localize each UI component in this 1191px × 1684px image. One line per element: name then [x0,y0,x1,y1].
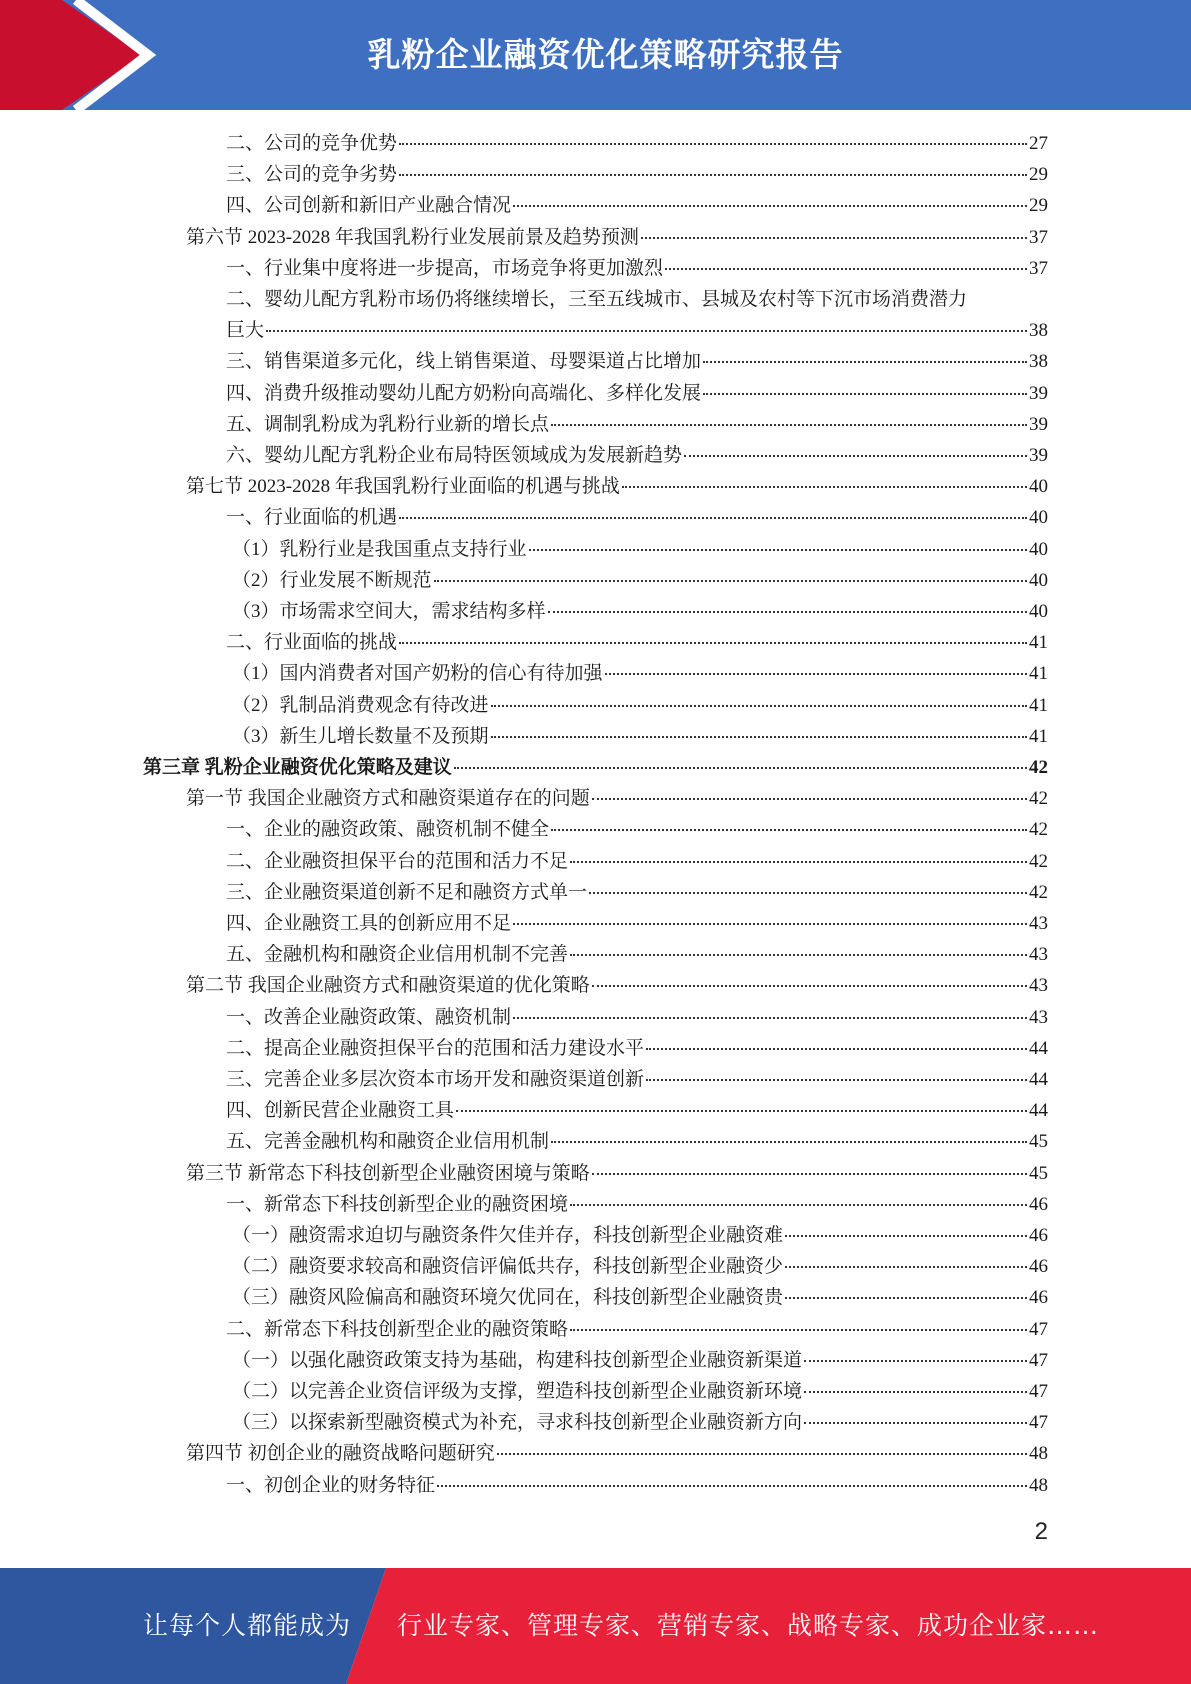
toc-entry[interactable] [226,939,1048,970]
toc-entry-page: 46 [1029,1287,1048,1309]
toc-dot-leader [703,361,1027,363]
toc-entry[interactable] [232,658,1048,689]
toc-entry-title: 二、新常态下科技创新型企业的融资策略 [226,1318,569,1340]
toc-entry-title: 五、调制乳粉成为乳粉行业新的增长点 [226,413,550,435]
toc-entry-title: 第三章 乳粉企业融资优化策略及建议 [143,757,452,778]
toc-entry-page: 48 [1029,1474,1048,1496]
toc-entry[interactable] [226,814,1048,845]
toc-entry-page: 44 [1029,1037,1048,1059]
toc-dot-leader [497,1453,1027,1455]
toc-entry[interactable] [226,502,1048,533]
toc-entry-page: 38 [1029,320,1048,342]
toc-dot-leader [592,798,1027,800]
toc-entry-page: 47 [1029,1381,1048,1402]
toc-entry-title: 一、初创企业的财务特征 [226,1474,436,1496]
toc-entry[interactable] [226,253,1048,284]
toc-entry-page: 39 [1029,445,1048,466]
toc-entry-page: 29 [1029,164,1048,186]
toc-entry[interactable] [226,190,1048,221]
toc-entry-page: 38 [1029,351,1048,373]
toc-entry-page: 40 [1029,569,1048,591]
toc-entry[interactable] [232,534,1048,565]
toc-dot-leader [646,1048,1027,1050]
toc-entry-title: 五、金融机构和融资企业信用机制不完善 [226,944,569,966]
toc-dot-leader [703,393,1027,395]
toc-entry-page: 37 [1029,226,1048,248]
toc-dot-leader [454,767,1027,769]
toc-entry-title: （1）国内消费者对国产奶粉的信心有待加强 [232,663,603,685]
toc-entry[interactable] [232,1220,1048,1251]
toc-entry-page: 44 [1029,1069,1048,1090]
toc-entry[interactable] [226,409,1048,440]
toc-entry[interactable] [186,1158,1048,1189]
toc-entry-page: 46 [1029,1256,1048,1278]
toc-entry-page: 43 [1029,944,1048,966]
toc-entry-title: 二、行业面临的挑战 [226,632,398,654]
toc-entry[interactable] [226,1064,1048,1095]
toc-entry-title: 一、行业面临的机遇 [226,507,398,529]
toc-entry[interactable] [232,565,1048,596]
toc-entry-page: 47 [1029,1412,1048,1434]
toc-entry-title[interactable]: 二、婴幼儿配方乳粉市场仍将继续增长，三至五线城市、县城及农村等下沉市场消费潜力 [226,289,968,310]
toc-dot-leader [399,143,1027,145]
toc-entry-page: 41 [1029,725,1048,747]
toc-dot-leader [570,1329,1027,1331]
report-title: 乳粉企业融资优化策略研究报告 [367,35,844,74]
toc-entry-title: 四、公司创新和新旧产业融合情况 [226,195,512,217]
toc-entry-title: 第六节 2023-2028 年我国乳粉行业发展前景及趋势预测 [186,226,639,248]
toc-entry-page: 40 [1029,476,1048,498]
footer-slogan-left: 让每个人都能成为 [143,1611,352,1640]
toc-entry-page: 42 [1029,881,1048,903]
toc-dot-leader [491,705,1027,707]
toc-dot-leader [622,486,1027,488]
toc-entry[interactable] [226,627,1048,658]
toc-entry[interactable] [232,1251,1048,1282]
toc-dot-leader [551,829,1027,831]
toc-dot-leader [570,954,1027,956]
toc-entry[interactable] [226,846,1048,877]
toc-entry-title: 三、企业融资渠道创新不足和融资方式单一 [226,881,588,903]
toc-entry[interactable] [226,440,1048,471]
toc-entry-title: （2）行业发展不断规范 [232,569,432,591]
toc-entry-page: 42 [1029,757,1048,778]
toc-entry-title: 二、公司的竞争优势 [226,133,398,154]
toc-entry-title: （3）新生儿增长数量不及预期 [232,725,489,747]
toc-dot-leader [513,1017,1027,1019]
toc-entry-title: 三、公司的竞争劣势 [226,164,398,186]
toc-entry-page: 45 [1029,1162,1048,1184]
footer-slogan-right: 行业专家、管理专家、营销专家、战略专家、成功企业家…… [397,1611,1100,1640]
toc-dot-leader [513,205,1027,207]
toc-entry-page: 46 [1029,1193,1048,1215]
toc-dot-leader [456,1110,1027,1112]
toc-entry-page: 39 [1029,413,1048,435]
toc-entry[interactable] [226,159,1048,190]
toc-entry[interactable] [186,222,1048,253]
toc-dot-leader [684,455,1027,457]
toc-dot-leader [785,1266,1027,1268]
toc-entry-page: 41 [1029,663,1048,685]
toc-entry[interactable] [232,1407,1048,1438]
toc-entry[interactable] [226,1189,1048,1220]
toc-entry-page: 42 [1029,819,1048,841]
toc-entry-title: 一、企业的融资政策、融资机制不健全 [226,819,550,841]
toc-entry[interactable] [186,783,1048,814]
toc-entry-title: （二）融资要求较高和融资信评偏低共存，科技创新型企业融资少 [232,1256,784,1278]
toc-entry-page: 45 [1029,1131,1048,1153]
toc-entry-title: （二）以完善企业资信评级为支撑，塑造科技创新型企业融资新环境 [232,1381,803,1402]
toc-entry-title: 四、创新民营企业融资工具 [226,1100,455,1122]
toc-entry[interactable] [226,128,1048,159]
toc-dot-leader [570,861,1027,863]
toc-dot-leader [548,611,1027,613]
toc-entry-page: 40 [1029,538,1048,560]
toc-dot-leader [513,923,1027,925]
toc-entry-title: 四、企业融资工具的创新应用不足 [226,913,512,934]
toc-dot-leader [804,1360,1027,1362]
toc-entry[interactable] [226,1033,1048,1064]
toc-dot-leader [665,268,1027,270]
toc-entry-title: 第一节 我国企业融资方式和融资渠道存在的问题 [186,788,590,810]
page-header [0,0,1191,110]
toc-entry-page: 47 [1029,1318,1048,1340]
toc-dot-leader [551,1141,1027,1143]
toc-entry-title: 六、婴幼儿配方乳粉企业布局特医领域成为发展新趋势 [226,445,683,466]
toc-dot-leader [570,1204,1027,1206]
toc-entry-title: 二、企业融资担保平台的范围和活力不足 [226,850,569,872]
page-number: 2 [1034,1518,1048,1545]
toc-entry[interactable] [232,721,1048,752]
toc-entry-title: 一、改善企业融资政策、融资机制 [226,1006,512,1028]
toc-dot-leader [804,1391,1027,1393]
toc-entry[interactable] [226,908,1048,939]
toc-entry[interactable] [226,1095,1048,1126]
page-footer [0,1568,1191,1684]
toc-dot-leader [529,549,1027,551]
toc-entry[interactable] [226,1470,1048,1501]
toc-entry[interactable] [226,1314,1048,1345]
toc-entry-page: 42 [1029,788,1048,810]
toc-dot-leader [491,736,1027,738]
toc-entry-title: 第三节 新常态下科技创新型企业融资困境与策略 [186,1162,590,1184]
toc-dot-leader [641,237,1027,239]
toc-entry-page: 40 [1029,601,1048,622]
toc-dot-leader [785,1297,1027,1299]
toc-dot-leader [785,1235,1027,1237]
toc-entry[interactable] [186,970,1048,1001]
toc-entry[interactable] [226,378,1048,409]
toc-entry-title: 二、提高企业融资担保平台的范围和活力建设水平 [226,1037,645,1059]
toc-entry[interactable] [226,1002,1048,1033]
toc-dot-leader [399,642,1027,644]
toc-entry[interactable] [232,690,1048,721]
toc-entry[interactable] [232,1282,1048,1313]
toc-entry-page: 44 [1029,1100,1048,1122]
toc-dot-leader [592,1173,1027,1175]
toc-dot-leader [434,580,1027,582]
toc-dot-leader [437,1485,1027,1487]
toc-dot-leader [266,330,1027,332]
toc-entry-title: 一、新常态下科技创新型企业的融资困境 [226,1193,569,1215]
toc-entry-title: （3）市场需求空间大，需求结构多样 [232,601,546,622]
toc-entry-title: 四、消费升级推动婴幼儿配方奶粉向高端化、多样化发展 [226,382,702,404]
toc-entry-page: 37 [1029,257,1048,279]
toc-entry-page: 27 [1029,133,1048,154]
toc-entry[interactable] [186,1438,1048,1469]
toc-dot-leader [592,985,1027,987]
toc-entry-title: 三、完善企业多层次资本市场开发和融资渠道创新 [226,1069,645,1090]
toc-dot-leader [804,1422,1027,1424]
toc-entry[interactable] [226,1126,1048,1157]
toc-dot-leader [646,1079,1027,1081]
toc-dot-leader [551,424,1027,426]
toc-entry-page: 43 [1029,913,1048,934]
toc-entry[interactable] [186,471,1048,502]
toc-entry-title: 五、完善金融机构和融资企业信用机制 [226,1131,550,1153]
toc-entry-page: 43 [1029,975,1048,997]
toc-entry-title: 第四节 初创企业的融资战略问题研究 [186,1443,495,1465]
toc-entry-page: 42 [1029,850,1048,872]
toc-entry-page: 43 [1029,1006,1048,1028]
toc-entry-title: 第七节 2023-2028 年我国乳粉行业面临的机遇与挑战 [186,476,620,498]
toc-dot-leader [605,673,1027,675]
toc-entry-page: 40 [1029,507,1048,529]
toc-entry-page: 48 [1029,1443,1048,1465]
toc-entry[interactable] [232,1345,1048,1376]
toc-entry[interactable] [226,877,1048,908]
toc-entry-page: 46 [1029,1225,1048,1246]
toc-entry-page: 41 [1029,632,1048,654]
toc-entry-title: （一）以强化融资政策支持为基础，构建科技创新型企业融资新渠道 [232,1349,803,1371]
toc-entry[interactable] [232,1376,1048,1407]
toc-entry-title: （1）乳粉行业是我国重点支持行业 [232,538,527,560]
toc-dot-leader [399,517,1027,519]
toc-entry[interactable] [226,315,1048,346]
toc-entry-title: 一、行业集中度将进一步提高，市场竞争将更加激烈 [226,257,664,279]
toc-entry-title: （三）以探索新型融资模式为补充，寻求科技创新型企业融资新方向 [232,1412,803,1434]
toc-dot-leader [399,174,1027,176]
toc-entry-title: 第二节 我国企业融资方式和融资渠道的优化策略 [186,975,590,997]
toc-entry[interactable] [232,596,1048,627]
toc-entry[interactable] [143,752,1048,783]
toc-entry[interactable] [226,346,1048,377]
toc-entry-page: 47 [1029,1349,1048,1371]
toc-entry-page: 29 [1029,195,1048,217]
toc-entry-title: （2）乳制品消费观念有待改进 [232,694,489,716]
toc-entry-page: 39 [1029,382,1048,404]
toc-entry-title: 三、销售渠道多元化，线上销售渠道、母婴渠道占比增加 [226,351,702,373]
toc-dot-leader [589,892,1027,894]
toc-entry-title: 巨大 [226,320,265,342]
toc-entry-page: 41 [1029,694,1048,716]
toc-entry-title: （一）融资需求迫切与融资条件欠佳并存，科技创新型企业融资难 [232,1225,784,1246]
toc-entry-title: （三）融资风险偏高和融资环境欠优同在，科技创新型企业融资贵 [232,1287,784,1309]
